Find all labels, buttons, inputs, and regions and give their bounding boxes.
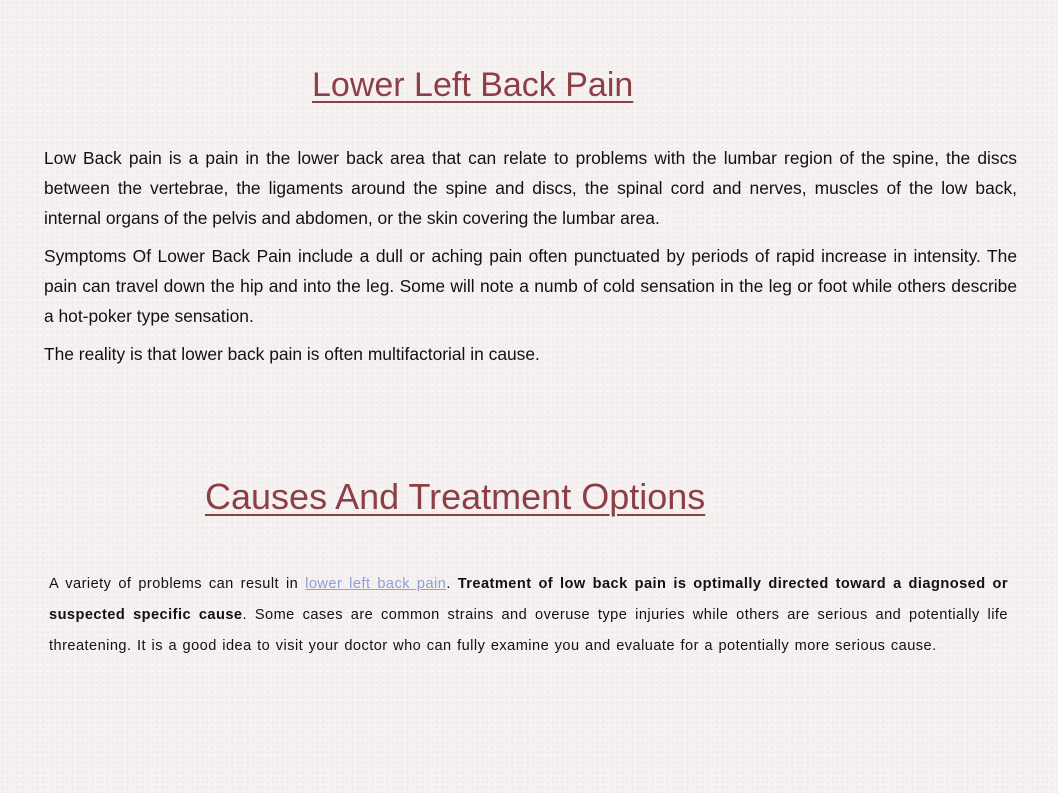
paragraph-definition: Low Back pain is a pain in the lower back area that can relate to problems with the lumbar region of the spine, the discs between the vertebrae, the ligaments around the spine and discs, the spinal cord and nerves, muscles of the low back, internal organs of the pelvis and abdomen, or the skin covering the lumbar area. bbox=[44, 148, 1017, 228]
lower-left-back-pain-link[interactable]: lower left back pain bbox=[305, 576, 447, 592]
causes-intro-text: A variety of problems can result in bbox=[49, 576, 306, 592]
intro-section bbox=[44, 143, 1017, 377]
paragraph-reality: The reality is that lower back pain is often multifactorial in cause. bbox=[44, 344, 540, 364]
paragraph-symptoms: Symptoms Of Lower Back Pain include a dull or aching pain often punctuated by periods of rapid increase in intensity. The pain can travel down the hip and into the leg. Some will note a numb of cold sensation in the leg or foot while others describe a hot-poker type sensation. bbox=[44, 246, 1017, 326]
section-title-lower-left-back-pain: Lower Left Back Pain bbox=[312, 66, 634, 104]
causes-bold-text: Treatment of low back pain is optimally directed toward a diagnosed or suspected specific cause bbox=[49, 576, 1008, 623]
causes-link-suffix: . bbox=[446, 576, 458, 592]
section-title-causes-and-treatment: Causes And Treatment Options bbox=[205, 476, 706, 517]
causes-paragraph bbox=[49, 569, 1008, 662]
causes-rest-text: . Some cases are common strains and overuse type injuries while others are serious and potentially life threatening. It is a good idea to visit your doctor who can fully examine you and evaluate for a potentially more serious cause. bbox=[49, 607, 1008, 654]
